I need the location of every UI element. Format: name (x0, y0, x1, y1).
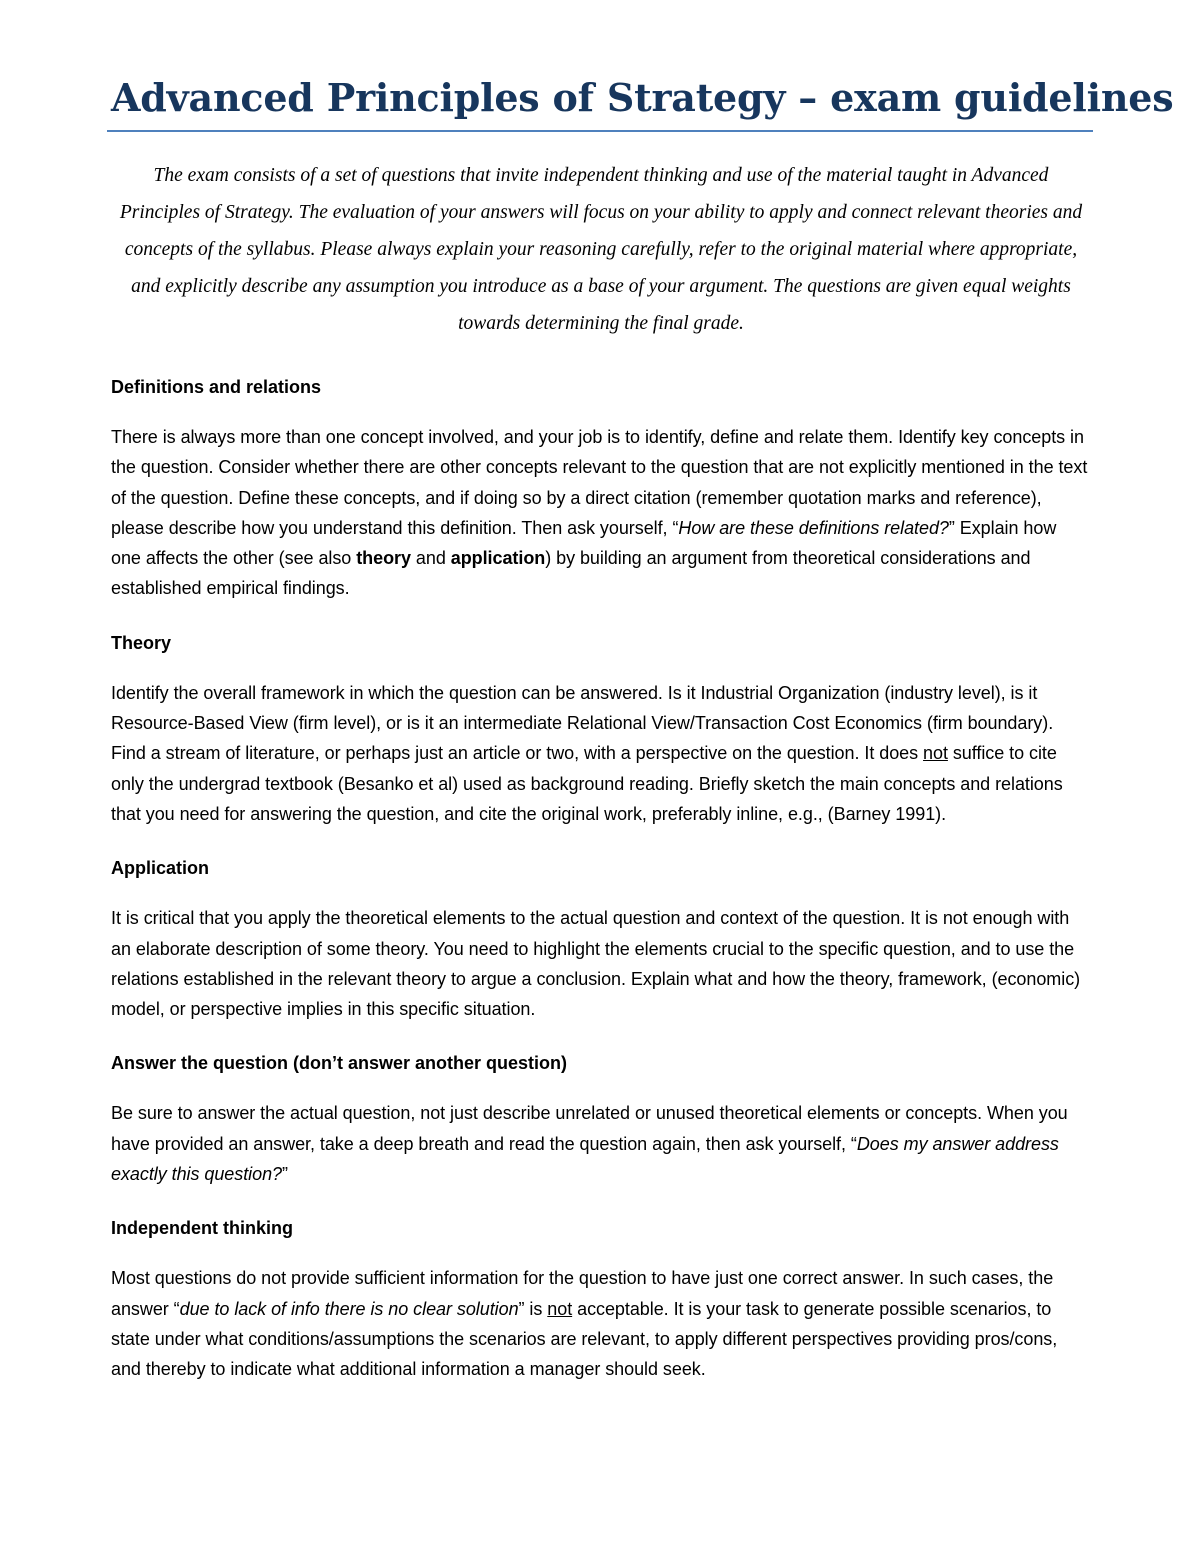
italic-quote: Does my answer address exactly this question? (111, 1133, 1059, 1185)
text-run: Be sure to answer the actual question, not just describe unrelated or unused theoretical elements or concepts. When you have provided an answer, take a deep breath and read the question again, then ask yourself, “ (111, 1103, 1068, 1154)
underlined-word: not (547, 1298, 573, 1319)
text-run: Identify the overall framework in which the question can be answered. Is it Industrial Organization (industry level), is it Resource-Based View (firm level), or is it an intermediate Relational View/Transaction Cost Economics (firm boundary). Find a stream of literature, or perhaps just an article or two, with a perspective on the question. It does (111, 682, 1054, 764)
italic-quote: How are these definitions related? (678, 517, 949, 538)
section-answer-the-question (111, 1048, 1091, 1189)
section-heading: Theory (111, 632, 172, 653)
intro-paragraph: The exam consists of a set of questions that invite independent thinking and use of the material taught in Advanced Principles of Strategy. The evaluation of your answers will focus on your ability to apply and connect relevant theories and concepts of the syllabus. Please always explain your reasoning carefully, refer to the original material where appropriate, and explicitly describe any assumption you introduce as a base of your argument. The questions are given equal weights towards determining the final grade. (119, 165, 1083, 334)
section-paragraph: It is critical that you apply the theoretical elements to the actual question and context of the question. It is not enough with an elaborate description of some theory. You need to highlight the elements crucial to the specific question, and to use the relations established in the relevant theory to argue a conclusion. Explain what and how the theory, framework, (economic) model, or perspective implies in this specific situation. (111, 908, 1081, 1020)
italic-quote: due to lack of info there is no clear solution (179, 1298, 519, 1319)
bold-term: application (450, 548, 546, 569)
document-title: Advanced Principles of Strategy – exam guidelines (111, 75, 1174, 120)
text-run: suffice to cite only the undergrad textbook (Besanko et al) used as background reading. Briefly sketch the main concepts and relations that you need for answering the question, and cite the original work, preferably inline, e.g., (Barney 1991). (111, 743, 1063, 824)
section-heading: Answer the question (don’t answer another question) (111, 1053, 568, 1074)
section-heading: Independent thinking (111, 1218, 293, 1239)
section-heading: Application (111, 858, 209, 879)
title-divider (107, 130, 1093, 132)
text-run: ) by building an argument from theoretical considerations and established empirical findings. (111, 548, 1031, 599)
document-page (111, 70, 1174, 1385)
section-paragraph (111, 1263, 1091, 1384)
text-run: There is always more than one concept involved, and your job is to identify, define and relate them. Identify key concepts in the question. Consider whether there are other concepts relevant to the question that are not explicitly mentioned in the text of the question. Define these concepts, and if doing so by a direct citation (remember quotation marks and reference), please describe how you understand this definition. Then ask yourself, “ (111, 427, 1088, 538)
section-application (111, 853, 1091, 1024)
text-run: ” (282, 1164, 288, 1185)
text-run: ” is (518, 1298, 548, 1319)
bold-term: theory (356, 548, 411, 569)
section-definitions (111, 372, 1091, 604)
text-run: acceptable. It is your task to generate possible scenarios, to state under what conditions/assumptions the scenarios are relevant, to apply different perspectives providing pros/cons, and thereby to indicate what additional information a manager should seek. (111, 1298, 1058, 1380)
section-theory (111, 628, 1091, 829)
section-paragraph (111, 678, 1091, 829)
text-run: Most questions do not provide sufficient information for the question to have just one correct answer. In such cases, the answer “ (111, 1268, 1054, 1319)
text-run: ” Explain how one affects the other (see also (111, 517, 1057, 569)
section-heading: Definitions and relations (111, 377, 322, 397)
underlined-word: not (923, 743, 948, 764)
section-independent-thinking (111, 1213, 1091, 1384)
section-paragraph (111, 422, 1091, 604)
section-paragraph (111, 1098, 1091, 1189)
text-run: and (410, 548, 451, 569)
